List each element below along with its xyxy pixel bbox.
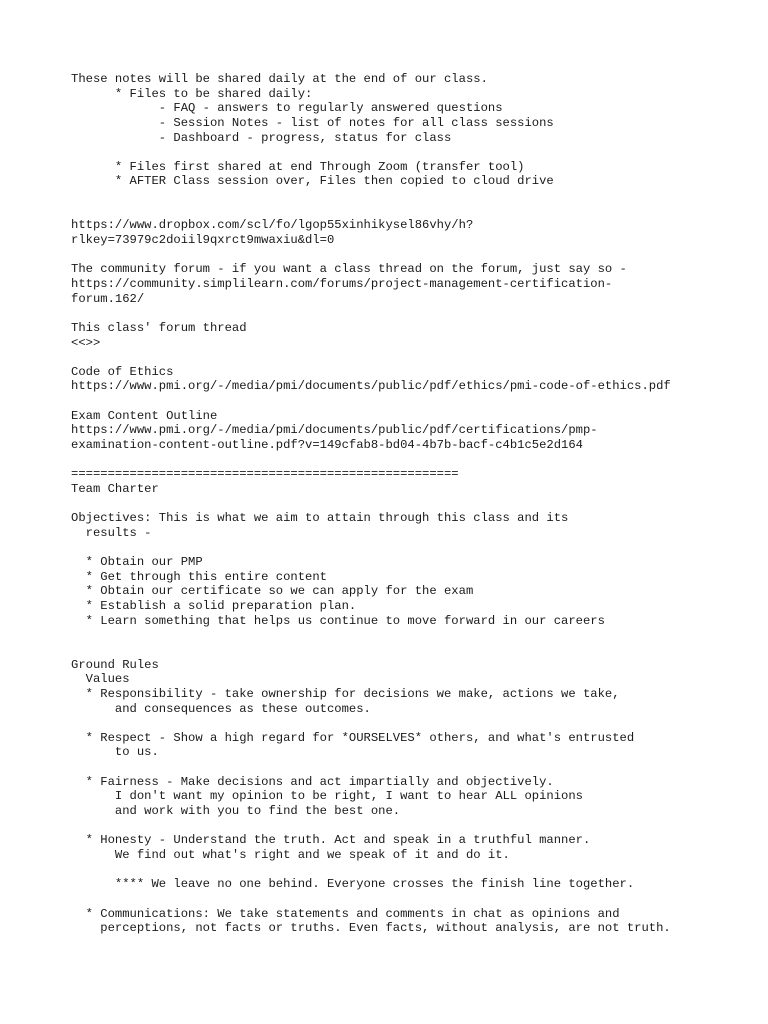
text-line: https://www.dropbox.com/scl/fo/lgop55xinhikysel86vhy/h?: [71, 218, 474, 233]
text-line: * Honesty - Understand the truth. Act and speak in a truthful manner.: [71, 833, 591, 848]
text-line: rlkey=73979c2doiil9qxrct9mwaxiu&dl=0: [71, 233, 335, 248]
text-line: * Communications: We take statements and comments in chat as opinions and: [71, 906, 620, 921]
text-line: **** We leave no one behind. Everyone crosses the finish line together.: [71, 877, 635, 892]
text-line: forum.162/: [71, 291, 145, 306]
text-line: <<>>: [71, 335, 101, 350]
text-line: - FAQ - answers to regularly answered questions: [71, 101, 503, 116]
text-line: * Files to be shared daily:: [71, 86, 313, 101]
text-line: [71, 892, 751, 907]
text-line: [71, 350, 751, 365]
text-line: * Respect - Show a high regard for *OURSELVES* others, and what's entrusted: [71, 730, 635, 745]
text-line: Ground Rules: [71, 657, 159, 672]
text-line: * Obtain our certificate so we can apply for the exam: [71, 584, 474, 599]
text-line: perceptions, not facts or truths. Even facts, without analysis, are not truth.: [71, 921, 671, 936]
text-line: [71, 760, 751, 775]
text-line: https://community.simplilearn.com/forums/project-management-certification-: [71, 276, 613, 291]
text-line: [71, 189, 751, 204]
text-line: * Fairness - Make decisions and act impartially and objectively.: [71, 774, 554, 789]
text-line: results -: [71, 525, 152, 540]
document-body: [71, 72, 751, 936]
text-line: to us.: [71, 745, 159, 760]
text-line: Objectives: This is what we aim to attain through this class and its: [71, 511, 569, 526]
text-line: [71, 628, 751, 643]
text-line: https://www.pmi.org/-/media/pmi/documents/public/pdf/certifications/pmp-: [71, 423, 598, 438]
text-line: [71, 306, 751, 321]
text-line: Exam Content Outline: [71, 408, 218, 423]
text-line: https://www.pmi.org/-/media/pmi/documents/public/pdf/ethics/pmi-code-of-ethics.pdf: [71, 379, 671, 394]
text-line: [71, 453, 751, 468]
text-line: We find out what's right and we speak of it and do it.: [71, 847, 510, 862]
text-line: * Responsibility - take ownership for decisions we make, actions we take,: [71, 686, 620, 701]
text-line: [71, 541, 751, 556]
text-line: I don't want my opinion to be right, I want to hear ALL opinions: [71, 789, 583, 804]
text-line: * Get through this entire content: [71, 569, 327, 584]
text-line: [71, 204, 751, 219]
text-line: Team Charter: [71, 481, 159, 496]
text-line: Values: [71, 672, 130, 687]
text-line: [71, 497, 751, 512]
text-line: * Learn something that helps us continue to move forward in our careers: [71, 613, 605, 628]
text-line: * Files first shared at end Through Zoom (transfer tool): [71, 159, 525, 174]
text-line: [71, 248, 751, 263]
text-line: Code of Ethics: [71, 364, 174, 379]
text-line: This class' forum thread: [71, 320, 247, 335]
text-line: [71, 643, 751, 658]
text-line: [71, 819, 751, 834]
text-line: [71, 145, 751, 160]
text-line: and work with you to find the best one.: [71, 804, 401, 819]
text-line: =====================================================: [71, 467, 459, 482]
text-line: - Session Notes - list of notes for all class sessions: [71, 115, 554, 130]
text-line: and consequences as these outcomes.: [71, 701, 371, 716]
text-line: * Obtain our PMP: [71, 555, 203, 570]
text-line: These notes will be shared daily at the end of our class.: [71, 72, 488, 86]
text-line: [71, 394, 751, 409]
text-line: - Dashboard - progress, status for class: [71, 130, 452, 145]
text-line: [71, 716, 751, 731]
text-line: * Establish a solid preparation plan.: [71, 599, 357, 614]
text-line: examination-content-outline.pdf?v=149cfab8-bd04-4b7b-bacf-c4b1c5e2d164: [71, 438, 583, 453]
text-line: [71, 863, 751, 878]
text-line: The community forum - if you want a class thread on the forum, just say so -: [71, 262, 627, 277]
text-line: * AFTER Class session over, Files then copied to cloud drive: [71, 174, 554, 189]
